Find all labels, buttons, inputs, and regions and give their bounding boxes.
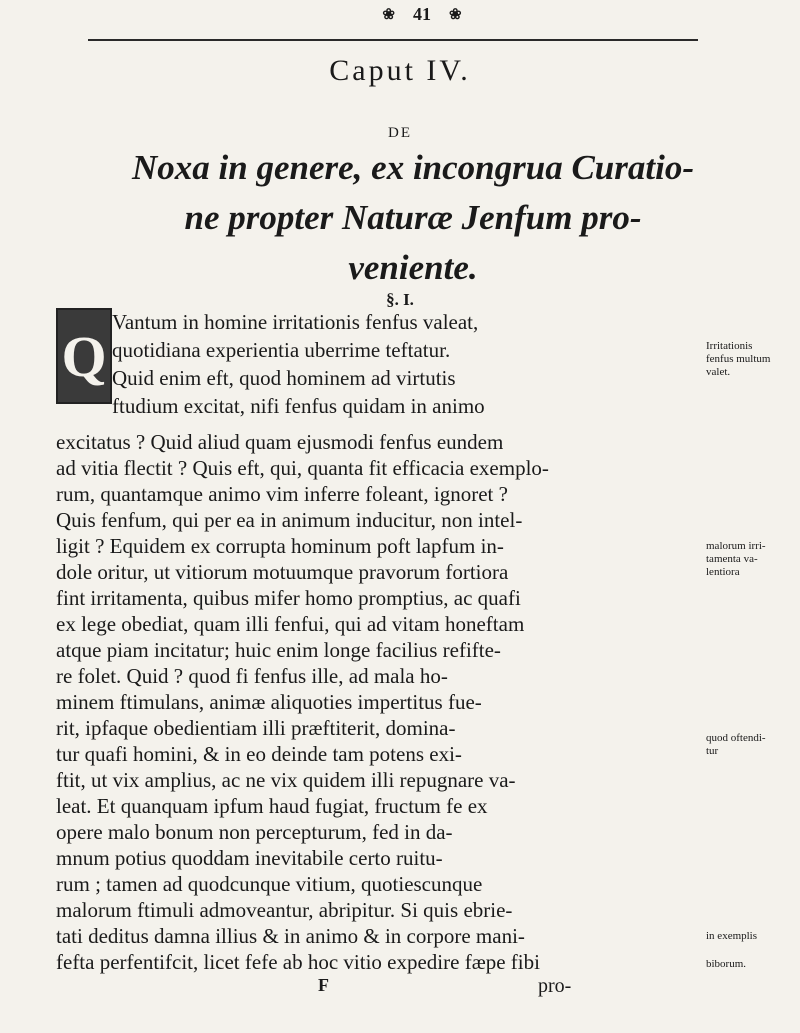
initial-letter: Q: [61, 323, 107, 389]
ornament-left-icon: ❀: [382, 7, 395, 23]
text-line: Quis fenfum, qui per ea in animum inducitur, non intel-: [56, 508, 523, 532]
text-line: rum ; tamen ad quodcunque vitium, quotiescunque: [56, 872, 483, 896]
text-line: minem ftimulans, animæ aliquoties impertitus fue-: [56, 690, 482, 714]
text-line: ftudium excitat, nifi fenfus quidam in animo: [112, 394, 485, 418]
text-line: leat. Et quanquam ipfum haud fugiat, fructum fe ex: [56, 794, 488, 818]
text-line: Quid enim eft, quod hominem ad virtutis: [112, 366, 456, 390]
text-line: ad vitia flectit ? Quis eft, qui, quanta fit efficacia exemplo-: [56, 456, 549, 480]
section-mark: §. I.: [386, 290, 414, 309]
text-line: rum, quantamque animo vim inferre foleant, ignoret ?: [56, 482, 508, 506]
text-line: fint irritamenta, quibus mifer homo promptius, ac quafi: [56, 586, 521, 610]
text-line: Vantum in homine irritationis fenfus valeat,: [112, 310, 479, 334]
ornament-right-icon: ❀: [449, 7, 462, 23]
margin-note: quod oftendi- tur: [706, 732, 766, 757]
text-line: ligit ? Equidem ex corrupta hominum poft lapfum in-: [56, 534, 504, 558]
text-line: tati deditus damna illius & in animo & in corpore mani-: [56, 924, 525, 948]
text-line: opere malo bonum non percepturum, fed in da-: [56, 820, 453, 844]
margin-note: malorum irri- tamenta va- lentiora: [706, 540, 766, 578]
text-line: rit, ipfaque obedientiam illi præftiterit, domina-: [56, 716, 456, 740]
text-line: excitatus ? Quid aliud quam ejusmodi fenfus eundem: [56, 430, 504, 454]
text-line: ftit, ut vix amplius, ac ne vix quidem illi repugnare va-: [56, 768, 516, 792]
chapter-preposition: DE: [388, 125, 412, 141]
title-line: Noxa in genere, ex incongrua Curatio-: [132, 148, 694, 187]
title-line: ne propter Naturæ Jenfum pro-: [184, 198, 642, 237]
margin-note: in exemplis: [706, 930, 758, 942]
signature-mark: F: [318, 975, 329, 995]
text-line: dole oritur, ut vitiorum motuumque pravorum fortiora: [56, 560, 509, 584]
margin-note: Irritationis fenfus multum valet.: [706, 340, 771, 378]
title-line: veniente.: [348, 248, 478, 287]
text-line: re folet. Quid ? quod fi fenfus ille, ad mala ho-: [56, 664, 448, 688]
text-line: mnum potius quoddam inevitabile certo ruitu-: [56, 846, 443, 870]
text-line: tur quafi homini, & in eo deinde tam potens exi-: [56, 742, 462, 766]
text-line: fefta perfentifcit, licet fefe ab hoc vitio expedire fæpe fibi: [56, 950, 540, 974]
text-line: atque piam incitatur; huic enim longe facilius refifte-: [56, 638, 501, 662]
catchword: pro-: [538, 975, 572, 997]
text-line: quotidiana experientia uberrime teftatur.: [112, 338, 451, 362]
text-line: ex lege obediat, quam illi fenfui, qui ad vitam honeftam: [56, 612, 525, 636]
page-number: 41: [413, 4, 431, 24]
chapter-heading: Caput IV.: [329, 54, 471, 87]
margin-note: biborum.: [706, 958, 747, 970]
text-line: malorum ftimuli admoveantur, abripitur. Si quis ebrie-: [56, 898, 513, 922]
